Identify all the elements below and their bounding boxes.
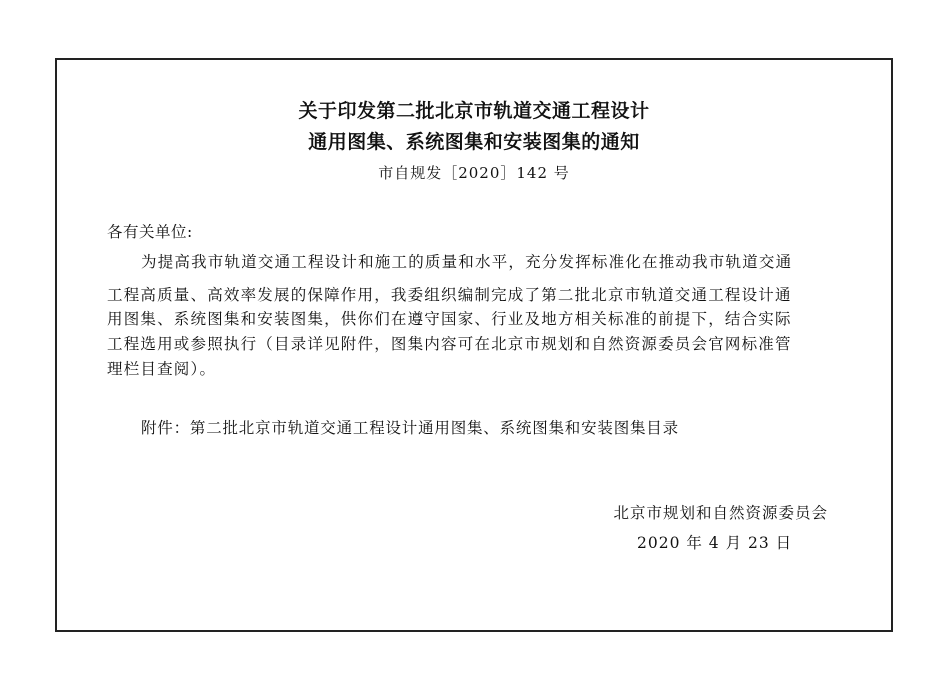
issue-date: 2020 年 4 月 23 日 (637, 534, 793, 552)
body-paragraph-line: 用图集、系统图集和安装图集，供你们在遵守国家、行业及地方相关标准的前提下，结合实际 (107, 310, 792, 328)
body-paragraph-line: 理栏目查阅）。 (107, 360, 217, 378)
salutation: 各有关单位: (107, 223, 193, 241)
body-paragraph-line: 工程高质量、高效率发展的保障作用，我委组织编制完成了第二批北京市轨道交通工程设计通 (107, 286, 792, 304)
document-title-line1: 关于印发第二批北京市轨道交通工程设计 (298, 100, 650, 122)
document-frame (55, 58, 893, 632)
body-paragraph-line: 工程选用或参照执行（目录详见附件，图集内容可在北京市规划和自然资源委员会官网标准管 (107, 335, 792, 353)
body-paragraph-line: 为提高我市轨道交通工程设计和施工的质量和水平，充分发挥标准化在推动我市轨道交通 (141, 253, 793, 271)
document-title-line2: 通用图集、系统图集和安装图集的通知 (308, 131, 640, 153)
attachment-note: 附件：第二批北京市轨道交通工程设计通用图集、系统图集和安装图集目录 (141, 419, 679, 437)
issuer-name: 北京市规划和自然资源委员会 (613, 504, 828, 522)
document-number: 市自规发［2020］142 号 (378, 164, 570, 182)
